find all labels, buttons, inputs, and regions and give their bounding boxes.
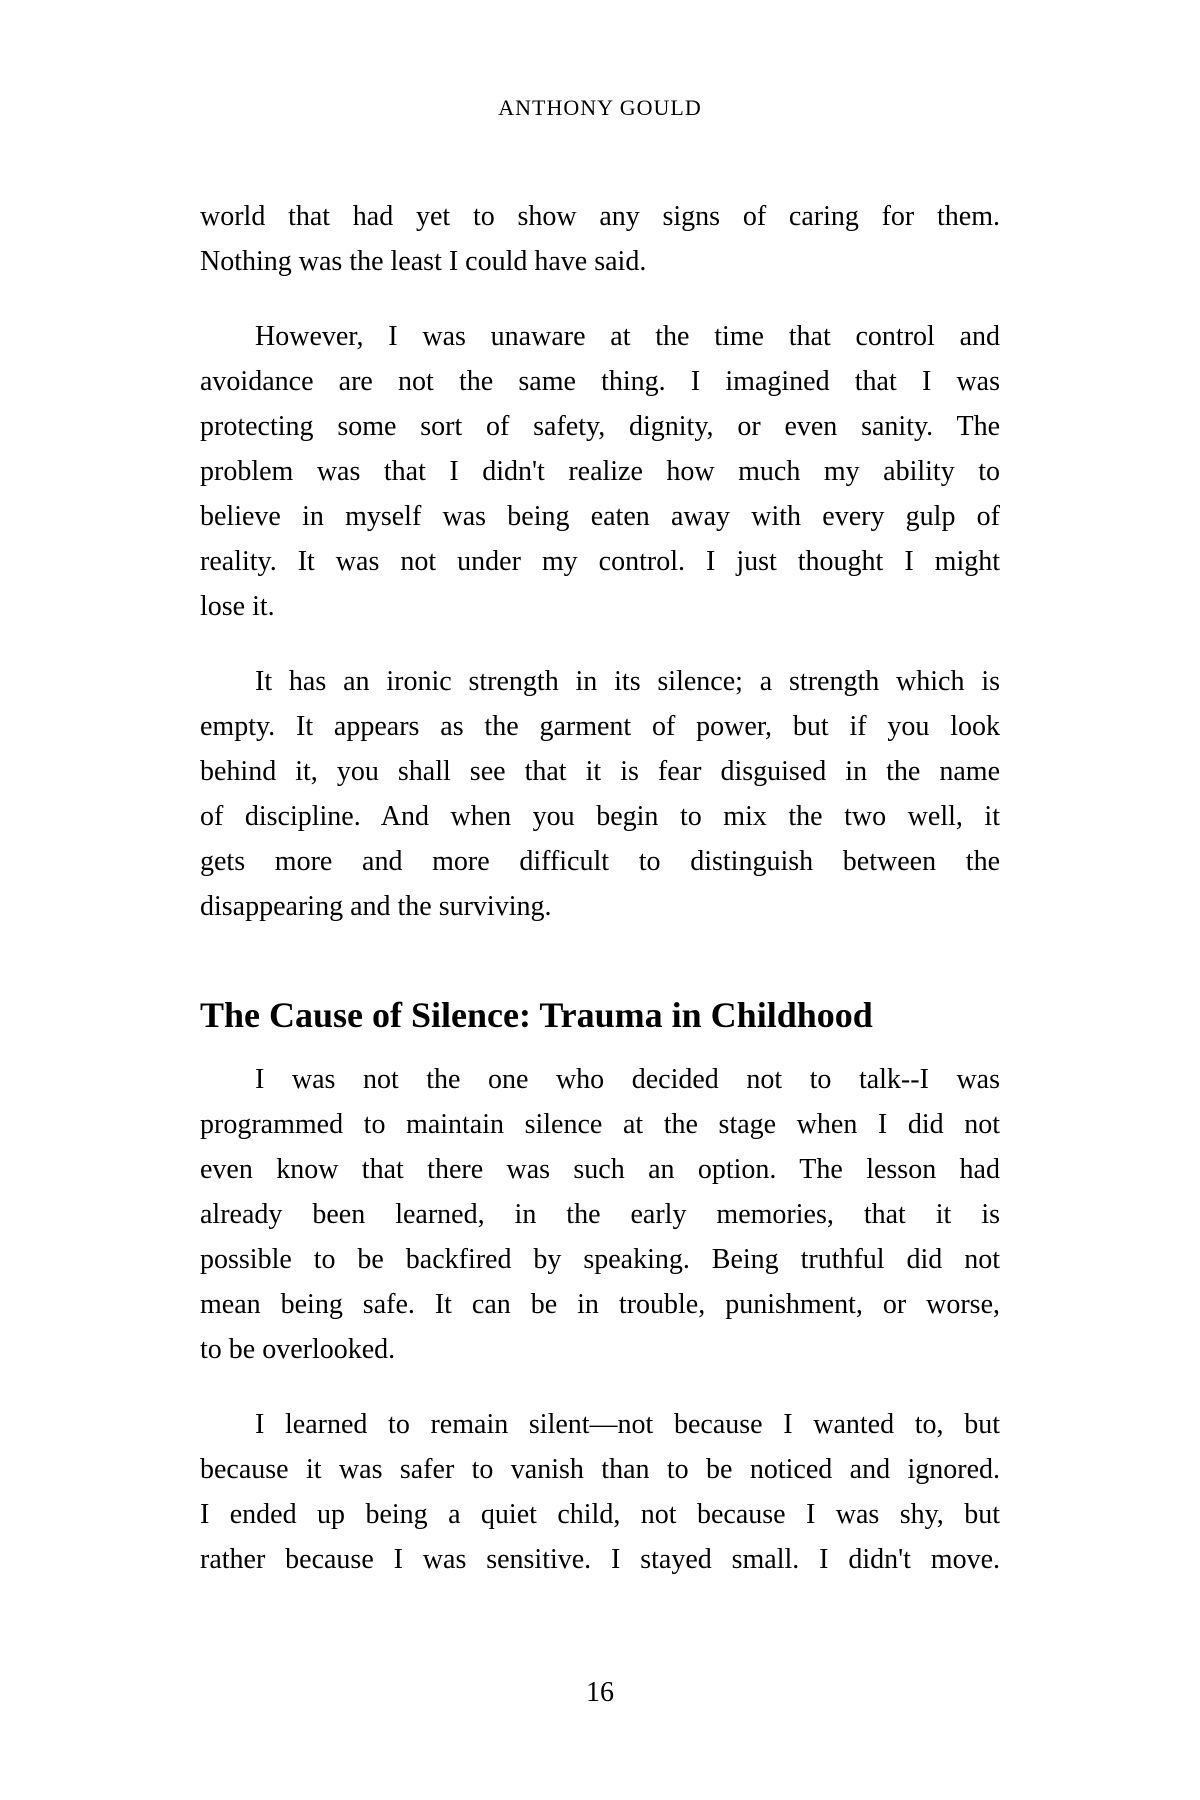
text-line: lose it.	[200, 591, 275, 622]
text-line: gets more and more difficult to distinguish between the	[200, 846, 1000, 877]
text-line: possible to be backfired by speaking. Being truthful did not	[200, 1244, 1000, 1275]
text-line: even know that there was such an option. The lesson had	[200, 1154, 1000, 1185]
text-line: of discipline. And when you begin to mix the two well, it	[200, 801, 1000, 832]
text-line: behind it, you shall see that it is fear disguised in the name	[200, 756, 1000, 787]
text-line: Nothing was the least I could have said.	[200, 246, 647, 277]
text-line: avoidance are not the same thing. I imagined that I was	[200, 366, 1000, 397]
text-line: rather because I was sensitive. I stayed small. I didn't move.	[200, 1544, 1000, 1575]
text-line: disappearing and the surviving.	[200, 891, 552, 922]
text-line: I was not the one who decided not to talk--I was	[255, 1064, 1000, 1095]
paragraph	[200, 1402, 1000, 1582]
text-line: mean being safe. It can be in trouble, punishment, or worse,	[200, 1289, 1000, 1320]
text-line: already been learned, in the early memories, that it is	[200, 1199, 1000, 1230]
paragraph	[200, 194, 1000, 284]
text-line: However, I was unaware at the time that control and	[255, 321, 1000, 352]
running-header: ANTHONY GOULD	[498, 95, 702, 120]
paragraph	[200, 314, 1000, 629]
text-line: programmed to maintain silence at the stage when I did not	[200, 1109, 1000, 1140]
paragraph	[200, 1057, 1000, 1372]
text-line: believe in myself was being eaten away with every gulp of	[200, 501, 1000, 532]
text-line: problem was that I didn't realize how much my ability to	[200, 456, 1000, 487]
text-line: world that had yet to show any signs of caring for them.	[200, 201, 1000, 232]
text-line: reality. It was not under my control. I just thought I might	[200, 546, 1000, 577]
page-number: 16	[586, 1677, 614, 1708]
text-line: It has an ironic strength in its silence; a strength which is	[255, 666, 1000, 697]
text-line: to be overlooked.	[200, 1334, 396, 1365]
text-line: because it was safer to vanish than to be noticed and ignored.	[200, 1454, 1000, 1485]
text-line: protecting some sort of safety, dignity, or even sanity. The	[200, 411, 1000, 442]
section-heading: The Cause of Silence: Trauma in Childhood	[200, 995, 873, 1035]
paragraph	[200, 659, 1000, 929]
text-line: I learned to remain silent—not because I wanted to, but	[255, 1409, 1000, 1440]
text-column	[200, 194, 1000, 1582]
text-line: I ended up being a quiet child, not because I was shy, but	[200, 1499, 1000, 1530]
text-line: empty. It appears as the garment of power, but if you look	[200, 711, 1000, 742]
